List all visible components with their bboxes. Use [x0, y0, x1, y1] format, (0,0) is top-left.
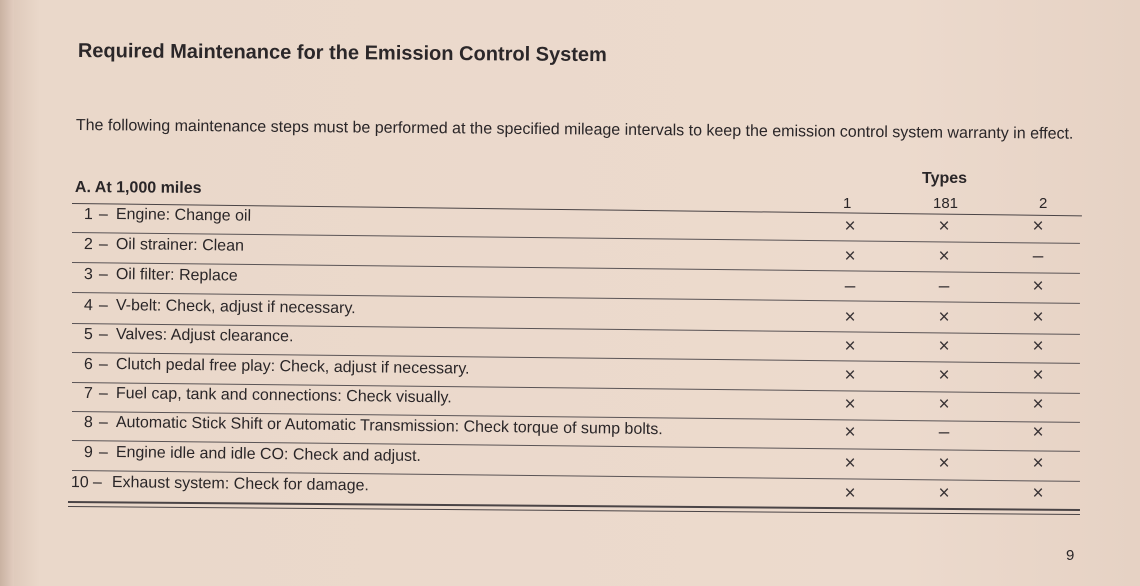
table-row-label: 9	[83, 444, 93, 462]
page-title: Required Maintenance for the Emission Control System	[77, 40, 607, 67]
type-column-181: 181	[933, 195, 959, 212]
table-row-description: Fuel cap, tank and connections: Check visually.	[115, 385, 452, 407]
table-row-label: 6	[83, 356, 93, 374]
row-number-dash: –	[98, 266, 108, 284]
row-number-dash: –	[98, 236, 108, 254]
row-number-dash: –	[98, 206, 108, 224]
table-row-label: 3	[83, 266, 93, 284]
type-mark: ×	[844, 394, 856, 415]
type-mark: ×	[938, 216, 950, 237]
table-row-description: Oil strainer: Clean	[115, 236, 245, 255]
table-row-label: 8	[83, 414, 93, 432]
section-heading: A. At 1,000 miles	[74, 179, 202, 197]
row-number-dash: –	[98, 444, 108, 462]
type-mark: ×	[938, 307, 950, 328]
table-row-label: 7	[83, 385, 93, 403]
type-mark: ×	[844, 365, 856, 386]
type-mark: ×	[1032, 365, 1044, 386]
row-number-dash: –	[98, 297, 108, 315]
intro-paragraph: The following maintenance steps must be performed at the specified mileage intervals to keep the emission control system warranty in effect.	[75, 116, 1074, 143]
page-number: 9	[1066, 547, 1075, 564]
type-mark: ×	[844, 246, 856, 267]
type-mark: ×	[1032, 394, 1044, 415]
table-row-description: Oil filter: Replace	[115, 266, 238, 285]
row-number-dash: –	[98, 356, 108, 374]
type-mark: ×	[844, 453, 856, 474]
type-column-2: 2	[1039, 195, 1048, 212]
row-number-dash: –	[98, 326, 108, 344]
table-row-description: Clutch pedal free play: Check, adjust if necessary.	[115, 356, 470, 378]
type-mark: ×	[938, 394, 950, 415]
table-row-label: 1	[83, 206, 93, 224]
type-mark: ×	[938, 246, 950, 267]
type-mark: ×	[938, 453, 950, 474]
table-row-description: Automatic Stick Shift or Automatic Transmission: Check torque of sump bolts.	[115, 414, 663, 439]
type-mark: ×	[1032, 307, 1044, 328]
type-mark: ×	[1032, 336, 1044, 357]
table-row-description: Engine: Change oil	[115, 206, 252, 225]
type-mark: –	[938, 422, 950, 443]
type-mark: ×	[1032, 453, 1044, 474]
type-mark: ×	[1032, 483, 1044, 504]
type-column-1: 1	[843, 195, 852, 212]
type-mark: ×	[844, 422, 856, 443]
table-row-label: 10	[70, 474, 89, 492]
type-mark: ×	[938, 483, 950, 504]
types-heading: Types	[922, 170, 968, 187]
table-row-description: Exhaust system: Check for damage.	[111, 474, 369, 495]
type-mark: ×	[1032, 422, 1044, 443]
type-mark: ×	[844, 483, 856, 504]
page-binding-shadow	[0, 0, 14, 586]
type-mark: –	[938, 276, 950, 297]
type-mark: ×	[844, 216, 856, 237]
type-mark: ×	[938, 336, 950, 357]
table-row-description: Valves: Adjust clearance.	[115, 326, 294, 346]
type-mark: –	[844, 276, 856, 297]
table-row-description: Engine idle and idle CO: Check and adjust.	[115, 444, 422, 465]
table-row-label: 2	[83, 236, 93, 254]
row-number-dash: –	[92, 474, 102, 492]
table-row-label: 4	[83, 297, 93, 315]
type-mark: ×	[1032, 216, 1044, 237]
type-mark: ×	[938, 365, 950, 386]
type-mark: ×	[1032, 276, 1044, 297]
type-mark: ×	[844, 307, 856, 328]
table-row-label: 5	[83, 326, 93, 344]
table-row-description: V-belt: Check, adjust if necessary.	[115, 297, 356, 318]
type-mark: ×	[844, 336, 856, 357]
row-number-dash: –	[98, 414, 108, 432]
type-mark: –	[1032, 246, 1044, 267]
row-number-dash: –	[98, 385, 108, 403]
